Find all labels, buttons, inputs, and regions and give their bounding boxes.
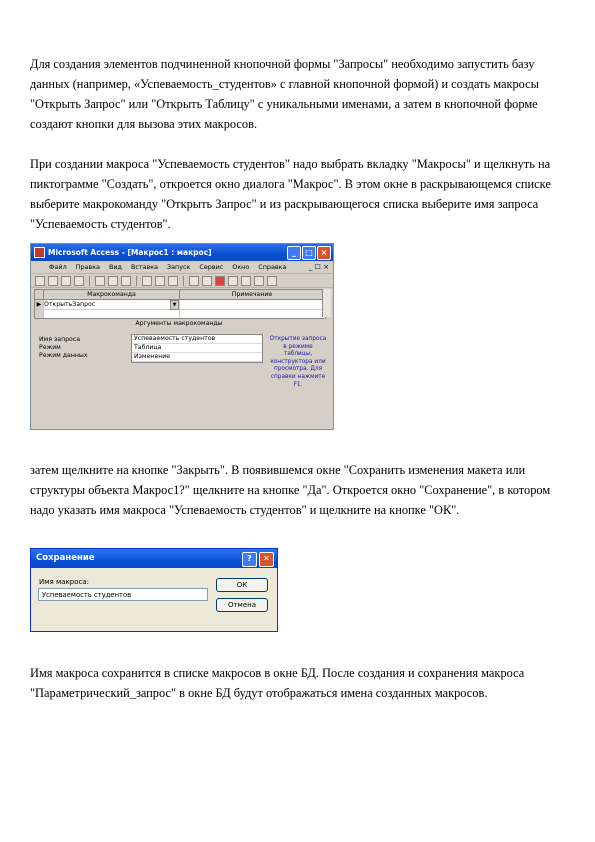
toolbar-separator xyxy=(89,276,90,286)
preview-icon[interactable] xyxy=(74,276,84,286)
print-icon[interactable] xyxy=(61,276,71,286)
arg-label-data-mode: Режим данных xyxy=(39,352,88,359)
run-icon[interactable] xyxy=(215,276,225,286)
access-toolbar xyxy=(31,274,333,288)
argument-hint: Открытие запроса в режиме таблицы, конструктора или просмотра. Для справки нажмите F1. xyxy=(269,336,327,388)
argument-labels xyxy=(39,336,87,360)
paragraph-intro: Для создания элементов подчиненной кнопочной формы "Запросы" необходимо запустить базу данных (например, «Успеваемость_студентов» с главной кнопочной формой) и создать макросы "Открыть Запрос" или "Открыть Таблицу" с уникальными именами, а затем в кнопочной форме создают кнопки для вызова этих макросов. xyxy=(30,57,539,131)
table-row[interactable] xyxy=(35,300,325,310)
row-selector-arrow[interactable]: ▶ xyxy=(35,300,44,309)
view-icon[interactable] xyxy=(35,276,45,286)
insert-row-icon[interactable] xyxy=(189,276,199,286)
close-icon[interactable]: × xyxy=(317,246,331,260)
grid-scrollbar[interactable] xyxy=(322,289,331,317)
help-button[interactable]: ? xyxy=(242,552,257,567)
save-icon[interactable] xyxy=(48,276,58,286)
paragraph-save-steps: затем щелкните на кнопке "Закрыть". В появившемся окне "Сохранить изменения макета или структуры объекта Макрос1?" щелкните на кнопке "Да". Откроется окно "Сохранение", в котором надо указать имя макроса "Успеваемость студентов" и щелкните на кнопке "ОК". xyxy=(30,463,551,517)
database-window-icon[interactable] xyxy=(241,276,251,286)
menu-tools[interactable]: Сервис xyxy=(199,263,224,271)
macro-name-label: Имя макроса: xyxy=(39,578,89,586)
view-field[interactable]: Таблица xyxy=(132,344,262,353)
menu-window[interactable]: Окно xyxy=(232,263,250,271)
delete-row-icon[interactable] xyxy=(202,276,212,286)
help-icon[interactable] xyxy=(267,276,277,286)
macro-name-input[interactable]: Успеваемость студентов xyxy=(38,588,208,601)
macro-grid-header xyxy=(35,290,325,300)
query-name-value: Успеваемость студентов xyxy=(134,335,216,342)
child-window-controls[interactable]: _ ☐ × xyxy=(308,263,329,271)
save-dialog-title: Сохранение xyxy=(36,553,95,563)
header-macro: Макрокоманда xyxy=(44,290,180,299)
access-macro-window xyxy=(30,243,334,430)
save-dialog xyxy=(30,548,278,632)
access-window-title: Microsoft Access - [Макрос1 : макрос] xyxy=(48,248,212,257)
arg-label-query-name: Имя запроса xyxy=(39,336,81,343)
access-title-bar xyxy=(31,244,333,261)
cancel-button[interactable]: Отмена xyxy=(216,598,268,612)
menu-file[interactable]: Файл xyxy=(49,263,67,271)
header-selector xyxy=(35,290,44,299)
menu-run[interactable]: Запуск xyxy=(167,263,191,271)
toolbar-separator xyxy=(136,276,137,286)
menu-edit[interactable]: Правка xyxy=(75,263,100,271)
paste-icon[interactable] xyxy=(121,276,131,286)
arg-label-view: Режим xyxy=(39,344,61,351)
minimize-icon[interactable]: _ xyxy=(287,246,301,260)
query-name-field[interactable] xyxy=(132,335,262,344)
menu-help[interactable]: Справка xyxy=(258,263,287,271)
maximize-icon[interactable]: □ xyxy=(302,246,316,260)
save-dialog-title-bar xyxy=(31,549,277,568)
access-app-icon xyxy=(34,247,45,258)
macro-action-value: ОткрытьЗапрос xyxy=(44,301,96,308)
paragraph-create-macro: При создании макроса "Успеваемость студентов" надо выбрать вкладку "Макросы" и щелкнуть на пиктограмме "Создать", откроется окно диалога "Макрос". В этом окне в раскрывающемся списке выберите макрокоманду "Открыть Запрос" и из раскрывающегося списка выберите имя запроса "Успеваемость студентов". xyxy=(30,157,551,231)
header-comment: Примечание xyxy=(180,290,325,299)
conditions-icon[interactable] xyxy=(168,276,178,286)
macro-action-cell[interactable] xyxy=(44,300,180,309)
undo-icon[interactable] xyxy=(142,276,152,286)
menu-view[interactable]: Вид xyxy=(108,263,122,271)
comment-cell[interactable] xyxy=(180,300,325,309)
macro-grid xyxy=(34,289,326,319)
argument-values xyxy=(131,334,263,363)
arguments-title: Аргументы макрокоманды xyxy=(34,318,324,328)
ok-button[interactable]: ОК xyxy=(216,578,268,592)
menu-insert[interactable]: Вставка xyxy=(130,263,159,271)
paragraph-result: Имя макроса сохранится в списке макросов в окне БД. После создания и сохранения макроса "Параметрический_запрос" в окне БД будут отображаться имена созданных макросов. xyxy=(30,666,525,700)
toolbar-separator xyxy=(183,276,184,286)
copy-icon[interactable] xyxy=(108,276,118,286)
close-icon[interactable]: ✕ xyxy=(259,552,274,567)
macro-names-icon[interactable] xyxy=(155,276,165,286)
chevron-down-icon[interactable]: ▼ xyxy=(170,300,179,310)
step-icon[interactable] xyxy=(228,276,238,286)
access-menu-bar xyxy=(31,261,333,274)
cut-icon[interactable] xyxy=(95,276,105,286)
new-object-icon[interactable] xyxy=(254,276,264,286)
data-mode-field[interactable]: Изменение xyxy=(132,353,262,362)
